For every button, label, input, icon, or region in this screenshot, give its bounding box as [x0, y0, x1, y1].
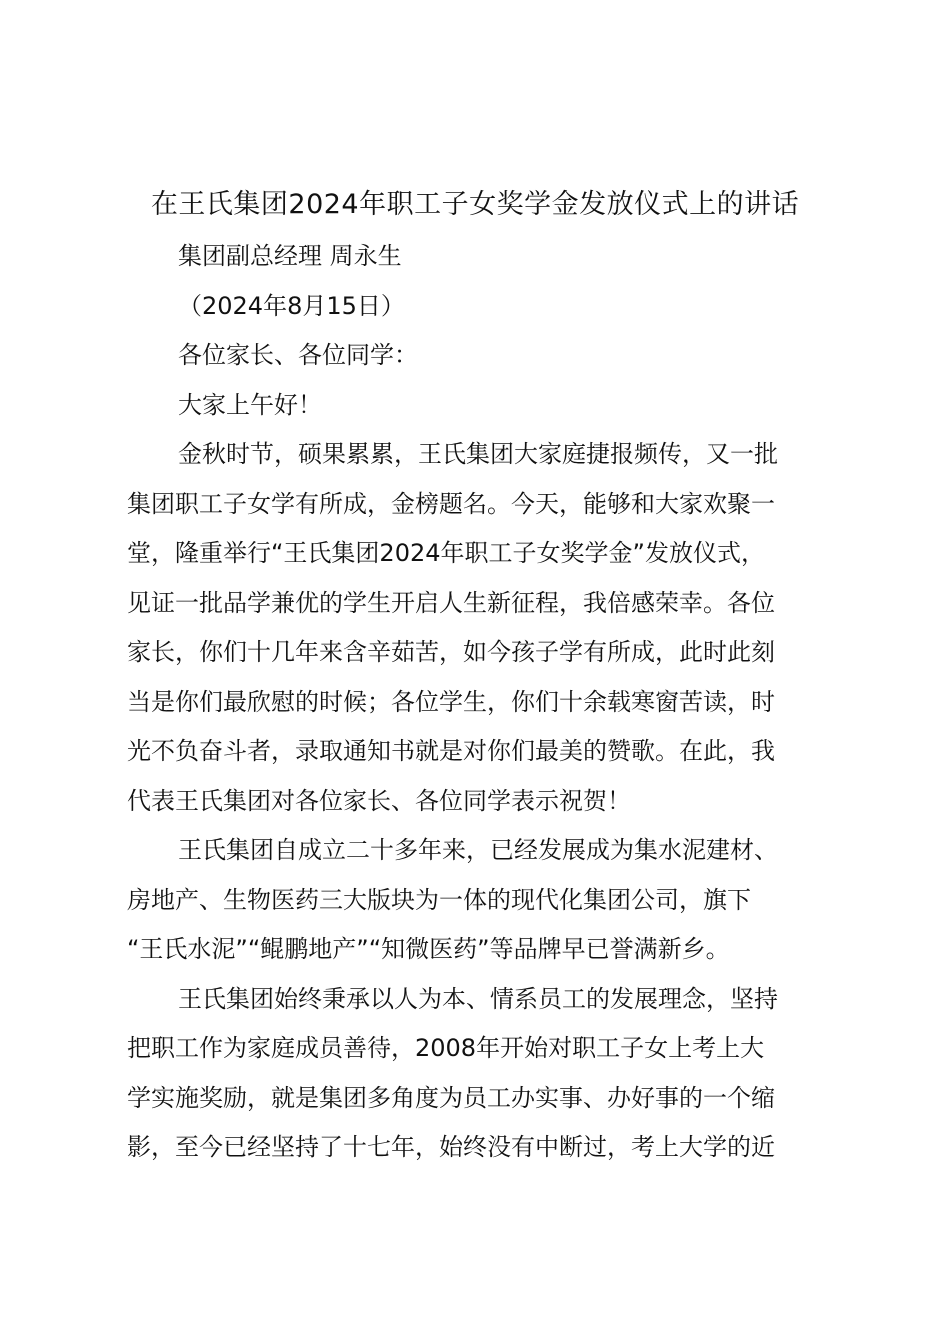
date-line: （2024年8月15日）	[178, 291, 405, 320]
paragraph-line: 家长，你们十几年来含辛茹苦，如今孩子学有所成，此时此刻	[127, 638, 775, 666]
paragraph-line: 光不负奋斗者，录取通知书就是对你们最美的赞歌。在此，我	[127, 737, 775, 765]
paragraph-line: 把职工作为家庭成员善待，2008年开始对职工子女上考上大	[127, 1034, 765, 1062]
paragraph-line: 见证一批品学兼优的学生开启人生新征程，我倍感荣幸。各位	[127, 588, 775, 617]
paragraph-line: 影，至今已经坚持了十七年，始终没有中断过，考上大学的近	[127, 1133, 775, 1161]
greeting-line: 大家上午好！	[178, 390, 322, 419]
paragraph-line: 金秋时节，硕果累累，王氏集团大家庭捷报频传，又一批	[178, 440, 778, 468]
document-title: 在王氏集团2024年职工子女奖学金发放仪式上的讲话	[150, 189, 800, 220]
speaker-line: 集团副总经理 周永生	[178, 242, 402, 270]
paragraph-line: “王氏水泥”“鲲鹏地产”“知微医药”等品牌早已誉满新乡。	[127, 935, 730, 963]
paragraph-line: 堂，隆重举行“王氏集团2024年职工子女奖学金”发放仪式，	[127, 539, 765, 567]
paragraph-line: 学实施奖励，就是集团多角度为员工办实事、办好事的一个缩	[127, 1083, 775, 1112]
paragraph-line: 房地产、生物医药三大版块为一体的现代化集团公司，旗下	[127, 885, 751, 914]
paragraph-line: 集团职工子女学有所成，金榜题名。今天，能够和大家欢聚一	[127, 489, 775, 518]
paragraph-line: 王氏集团始终秉承以人为本、情系员工的发展理念，坚持	[178, 984, 778, 1013]
paragraph-line: 王氏集团自成立二十多年来，已经发展成为集水泥建材、	[178, 836, 778, 864]
salutation-line: 各位家长、各位同学：	[178, 341, 418, 369]
paragraph-line: 代表王氏集团对各位家长、各位同学表示祝贺！	[127, 786, 631, 815]
paragraph-line: 当是你们最欣慰的时候；各位学生，你们十余载寒窗苦读，时	[127, 687, 775, 716]
document-body	[127, 232, 835, 1173]
